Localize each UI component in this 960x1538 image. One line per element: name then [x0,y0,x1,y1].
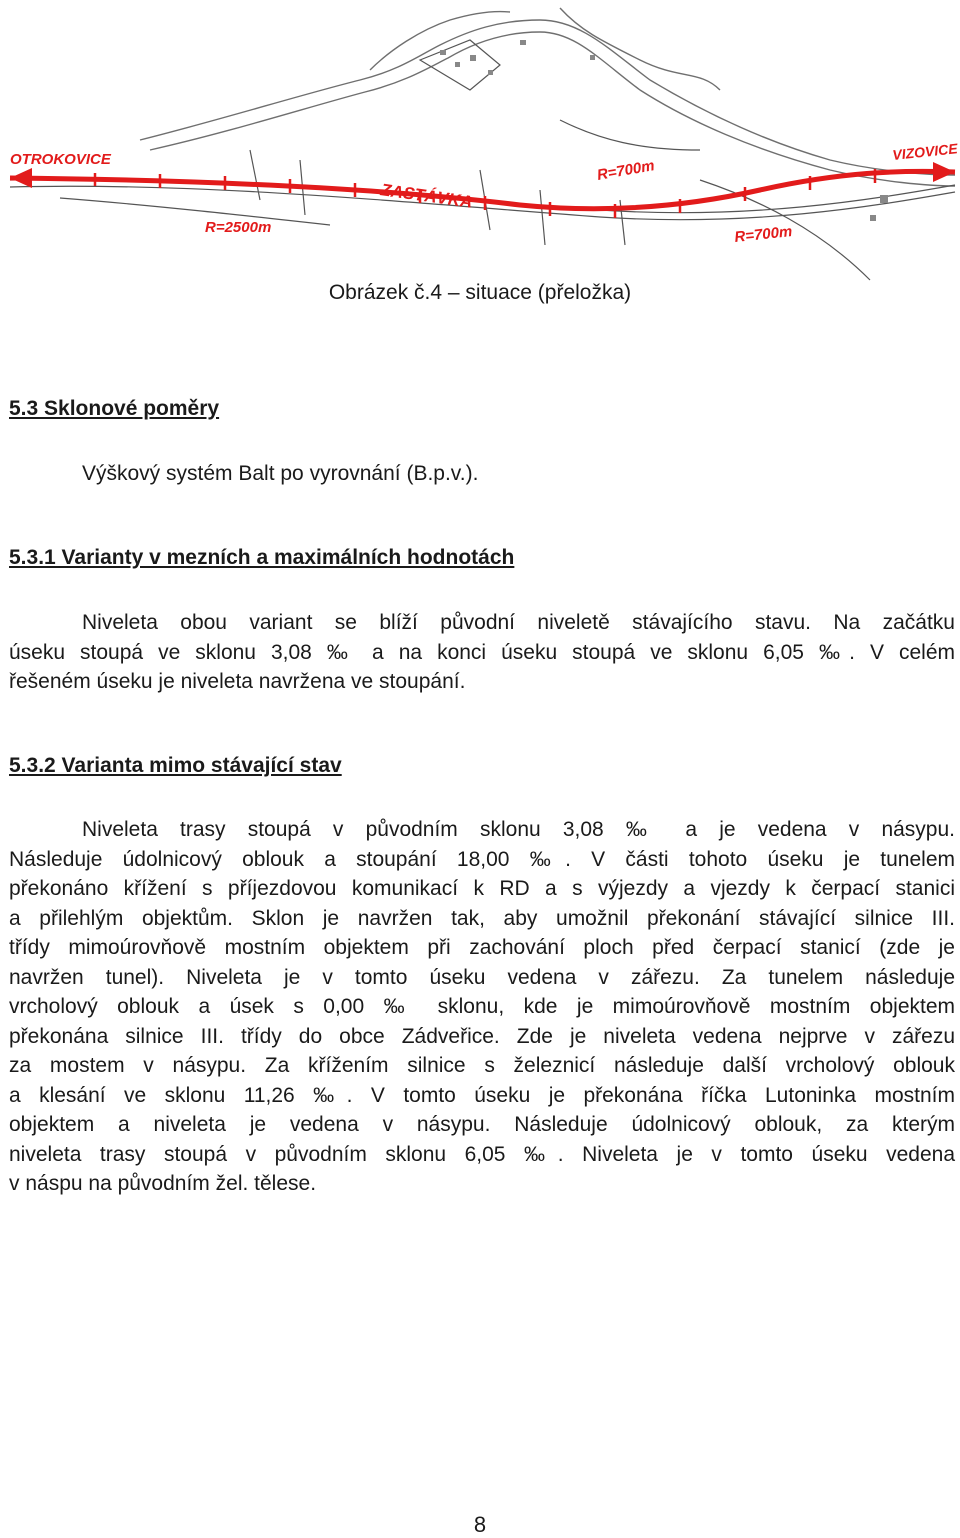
section-heading-5-3-1: 5.3.1 Varianty v mezních a maximálních hodnotách [9,546,515,569]
paragraph-line: navržen tunel). Niveleta je v tomto úseku vedena v zářezu. Za tunelem následuje [9,965,955,989]
river-outline [140,8,955,186]
paragraph-line: niveleta trasy stoupá v původním sklonu 6,05 ‰. Niveleta je v tomto úseku vedena [9,1142,955,1166]
road-lines [10,40,955,280]
label-r2500: R=2500m [205,219,272,236]
label-r700-bottom: R=700m [733,223,794,246]
label-otrokovice: OTROKOVICE [10,151,111,168]
paragraph-line: Niveleta obou variant se blíží původní niveletě stávajícího stavu. Na začátku [82,611,955,634]
label-zastavka: ZASTÁVKA [379,180,474,212]
paragraph-line: úseku stoupá ve sklonu 3,08 ‰ a na konci úseku stoupá ve sklonu 6,05 ‰. V celém [9,640,955,664]
section-heading-5-3: 5.3 Sklonové poměry [9,397,220,420]
paragraph-line: v náspu na původním žel. tělese. [9,1172,317,1195]
paragraph-line: řešeném úseku je niveleta navržena ve stoupání. [9,670,466,693]
paragraph-line: třídy mimoúrovňově mostním objektem při zachování ploch před čerpací stanicí (zde je [9,936,955,959]
paragraph-5-3-1 [9,608,955,697]
figure-caption: Obrázek č.4 – situace (přeložka) [328,281,632,304]
label-r700-top: R=700m [595,157,656,184]
route-line [10,171,955,208]
paragraph-line: Následuje údolnicový oblouk a stoupání 18,00 ‰. V části tohoto úseku je tunelem [9,847,955,871]
height-system-text: Výškový systém Balt po vyrovnání (B.p.v.). [82,462,479,485]
paragraph-line: vrcholový oblouk a úsek s 0,00 ‰ sklonu, kde je mimoúrovňově mostním objektem [9,995,955,1018]
situation-map [0,0,960,285]
paragraph-line: překonána silnice III. třídy do obce Zádveřice. Zde je niveleta vedena nejprve v zářezu [9,1024,955,1048]
paragraph-line: za mostem v násypu. Za křížením silnice s železnicí následuje další vrcholový oblouk [9,1054,955,1077]
section-heading-5-3-2: 5.3.2 Varianta mimo stávající stav [9,754,342,777]
arrow-right-icon [933,162,955,182]
paragraph-line: překonáno křížení s příjezdovou komunikací k RD a s výjezdy a vjezdy k čerpací stanici [9,877,955,900]
label-vizovice: VIZOVICE [891,140,959,163]
paragraph-5-3-2 [9,815,955,1199]
arrow-left-icon [10,168,32,188]
paragraph-line: objektem a niveleta je vedena v násypu. Následuje údolnicový oblouk, za kterým [9,1113,955,1136]
paragraph-line: Niveleta trasy stoupá v původním sklonu 3,08 ‰ a je vedena v násypu. [82,818,955,841]
settlement-blocks [440,40,888,221]
paragraph-line: a klesání ve sklonu 11,26 ‰. V tomto úseku je překonána říčka Lutoninka mostním [9,1083,955,1107]
page-number: 8 [473,1512,487,1537]
paragraph-line: a přilehlým objektům. Sklon je navržen tak, aby umožnil překonání stávající silnice III. [9,906,955,930]
